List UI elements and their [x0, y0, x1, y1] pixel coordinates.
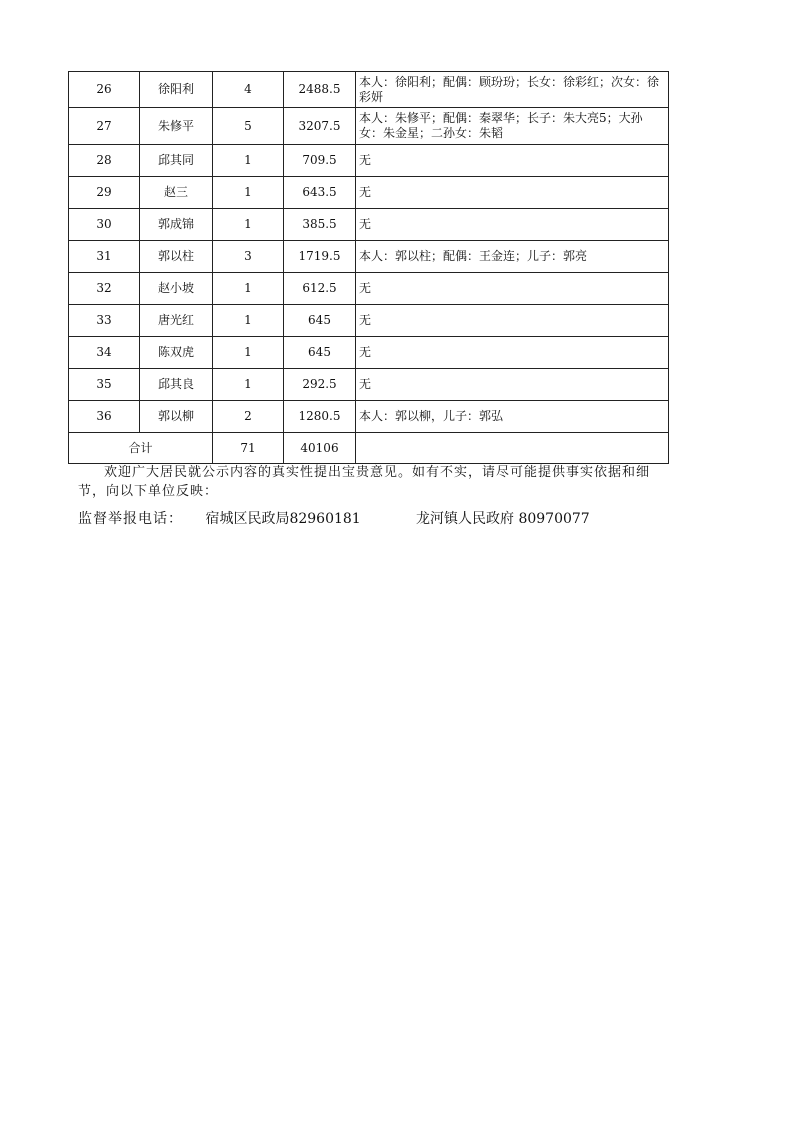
table-row	[69, 369, 669, 401]
table-row	[69, 177, 669, 209]
subsidy-amount: 709.5	[284, 145, 356, 177]
table-row	[69, 241, 669, 273]
household-count: 4	[213, 72, 284, 108]
family-members: 无	[356, 305, 669, 337]
total-label: 合计	[69, 433, 213, 464]
table-row	[69, 209, 669, 241]
total-row	[69, 433, 669, 464]
householder-name: 朱修平	[140, 108, 213, 145]
householder-name: 邱其同	[140, 145, 213, 177]
table-row	[69, 145, 669, 177]
household-count: 1	[213, 305, 284, 337]
household-count: 1	[213, 369, 284, 401]
householder-name: 赵三	[140, 177, 213, 209]
family-members: 本人：郭以柱；配偶：王金连；儿子：郭亮	[356, 241, 669, 273]
feedback-notice: 欢迎广大居民就公示内容的真实性提出宝贵意见。如有不实，请尽可能提供事实依据和细节，向以下单位反映：	[78, 465, 651, 499]
householder-name: 唐光红	[140, 305, 213, 337]
householder-name: 陈双虎	[140, 337, 213, 369]
table-row	[69, 72, 669, 108]
table-row	[69, 305, 669, 337]
subsidy-amount: 643.5	[284, 177, 356, 209]
householder-name: 赵小坡	[140, 273, 213, 305]
assistance-table	[68, 71, 669, 464]
household-count: 5	[213, 108, 284, 145]
family-members: 无	[356, 209, 669, 241]
table-row	[69, 401, 669, 433]
row-number: 32	[69, 273, 140, 305]
table-row	[69, 337, 669, 369]
contact-label: 监督举报电话：	[78, 511, 183, 527]
subsidy-amount: 2488.5	[284, 72, 356, 108]
subsidy-amount: 3207.5	[284, 108, 356, 145]
subsidy-amount: 612.5	[284, 273, 356, 305]
household-count: 2	[213, 401, 284, 433]
row-number: 26	[69, 72, 140, 108]
row-number: 34	[69, 337, 140, 369]
row-number: 29	[69, 177, 140, 209]
row-number: 35	[69, 369, 140, 401]
householder-name: 邱其良	[140, 369, 213, 401]
row-number: 27	[69, 108, 140, 145]
household-count: 3	[213, 241, 284, 273]
row-number: 30	[69, 209, 140, 241]
table-body	[69, 72, 669, 464]
subsidy-amount: 385.5	[284, 209, 356, 241]
family-members: 无	[356, 273, 669, 305]
row-number: 33	[69, 305, 140, 337]
householder-name: 徐阳利	[140, 72, 213, 108]
household-count: 1	[213, 177, 284, 209]
household-count: 1	[213, 273, 284, 305]
total-members	[356, 433, 669, 464]
town-hotline: 龙河镇人民政府 80970077	[416, 511, 590, 527]
family-members: 本人：朱修平；配偶：秦翠华；长子：朱大亮5；大孙女：朱金星；二孙女：朱韬	[356, 108, 669, 145]
subsidy-amount: 1719.5	[284, 241, 356, 273]
householder-name: 郭以柳	[140, 401, 213, 433]
subsidy-amount: 645	[284, 305, 356, 337]
subsidy-amount: 645	[284, 337, 356, 369]
family-members: 本人：徐阳利；配偶：顾玢玢；长女：徐彩红；次女：徐彩妍	[356, 72, 669, 108]
total-amount: 40106	[284, 433, 356, 464]
district-hotline: 宿城区民政局82960181	[205, 511, 361, 527]
total-count: 71	[213, 433, 284, 464]
family-members: 无	[356, 337, 669, 369]
row-number: 28	[69, 145, 140, 177]
table-row	[69, 108, 669, 145]
household-count: 1	[213, 209, 284, 241]
subsidy-amount: 292.5	[284, 369, 356, 401]
row-number: 36	[69, 401, 140, 433]
household-count: 1	[213, 337, 284, 369]
family-members: 无	[356, 369, 669, 401]
family-members: 无	[356, 145, 669, 177]
household-count: 1	[213, 145, 284, 177]
subsidy-amount: 1280.5	[284, 401, 356, 433]
family-members: 无	[356, 177, 669, 209]
row-number: 31	[69, 241, 140, 273]
family-members: 本人：郭以柳，儿子：郭弘	[356, 401, 669, 433]
householder-name: 郭以柱	[140, 241, 213, 273]
householder-name: 郭成锦	[140, 209, 213, 241]
table-row	[69, 273, 669, 305]
contact-line	[78, 508, 678, 528]
